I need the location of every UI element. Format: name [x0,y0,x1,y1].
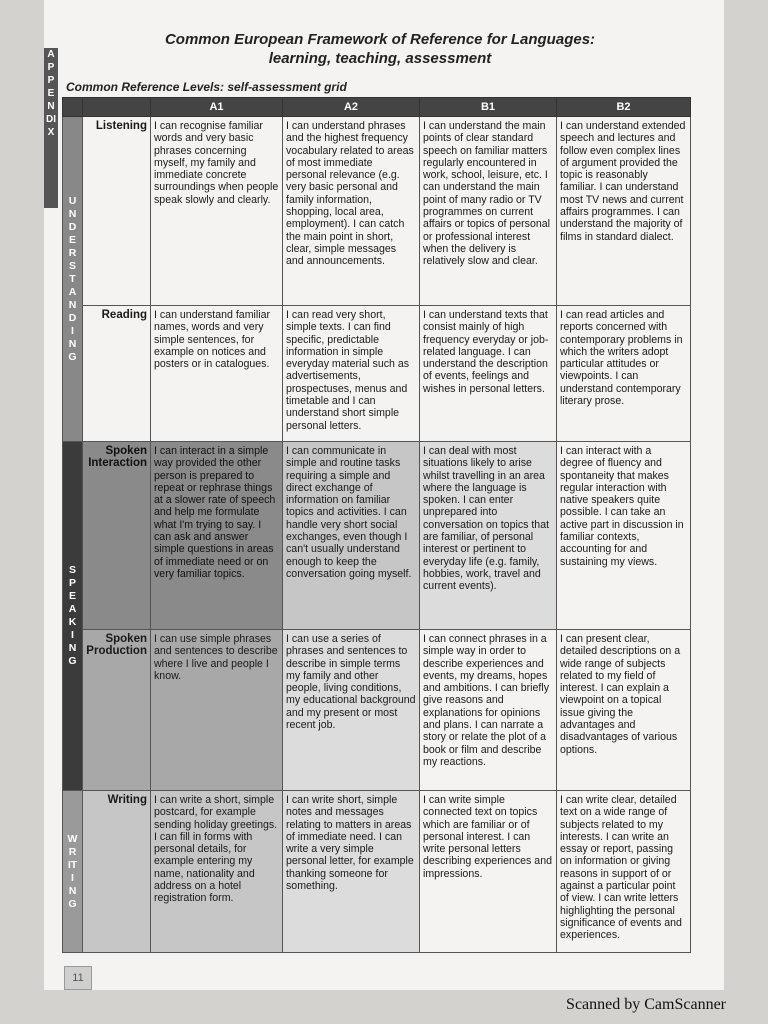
grid-cell: I can understand the main points of clear standard speech on familiar matters regularly encountered in work, school, leisure, etc. I can understand the main point of many radio or TV programmes on current affairs or topics of personal or professional interest when the delivery is relatively slow and clear. [420,117,557,306]
grid-cell: I can recognise familiar words and very basic phrases concerning myself, my family and immediate concrete surroundings when people speak slowly and clearly. [151,117,283,306]
scanner-watermark: Scanned by CamScanner [566,996,726,1013]
skill-label: Listening [83,117,151,306]
grid-cell: I can understand extended speech and lectures and follow even complex lines of argument provided the topic is reasonably familiar. I can understand most TV news and current affairs programmes. I can understand the majority of films in standard dialect. [557,117,691,306]
grid-cell: I can understand texts that consist mainly of high frequency everyday or job-related language. I can understand the description of events, feelings and wishes in personal letters. [420,306,557,442]
grid-cell: I can connect phrases in a simple way in order to describe experiences and events, my dreams, hopes and ambitions. I can briefly give reasons and explanations for opinions and plans. I can narrate a story or relate the plot of a book or film and describe my reactions. [420,630,557,791]
grid-cell: I can write short, simple notes and messages relating to matters in areas of immediate need. I can write a very simple personal letter, for example thanking someone for something. [283,791,420,953]
grid-cell: I can use simple phrases and sentences to describe where I live and people I know. [151,630,283,791]
grid-cell: I can present clear, detailed descriptions on a wide range of subjects related to my field of interest. I can explain a viewpoint on a topical issue giving the advantages and disadvantages of various options. [557,630,691,791]
grid-cell: I can write a short, simple postcard, for example sending holiday greetings. I can fill in forms with personal details, for example entering my name, nationality and address on a hotel registration form. [151,791,283,953]
table-row [63,442,691,630]
header-blank-cell [63,98,83,117]
skill-label: Reading [83,306,151,442]
section-label-writing: WRITING [63,791,83,953]
skill-label: Spoken Production [83,630,151,791]
grid-cell: I can write clear, detailed text on a wide range of subjects related to my interests. I can write an essay or report, passing on information or giving reasons in support of or against a particular point of view. I can write letters highlighting the personal significance of events and experiences. [557,791,691,953]
section-label-speaking: SPEAKING [63,442,83,791]
page-title [130,30,630,68]
table-row [63,117,691,306]
level-header-row [63,98,691,117]
grid-cell: I can read very short, simple texts. I can find specific, predictable information in simple everyday material such as advertisements, prospectuses, menus and timetable and I can understand short simple personal letters. [283,306,420,442]
grid-cell: I can interact with a degree of fluency and spontaneity that makes regular interaction with native speakers quite possible. I can take an active part in discussion in familiar contexts, accounting for and sustaining my views. [557,442,691,630]
table-row [63,791,691,953]
grid-cell: I can interact in a simple way provided the other person is prepared to repeat or rephrase things at a slower rate of speech and help me formulate what I'm trying to say. I can ask and answer simple questions in areas of immediate need or on very familiar topics. [151,442,283,630]
table-row [63,306,691,442]
section-label-understanding: UNDERSTANDING [63,117,83,442]
grid-cell: I can use a series of phrases and sentences to describe in simple terms my family and other people, living conditions, my educational background and my present or most recent job. [283,630,420,791]
grid-cell: I can read articles and reports concerned with contemporary problems in which the writers adopt particular attitudes or viewpoints. I can understand contemporary literary prose. [557,306,691,442]
level-header: B1 [420,98,557,117]
grid-title: Common Reference Levels: self-assessment grid [66,80,347,94]
level-header: A1 [151,98,283,117]
grid-cell: I can deal with most situations likely to arise whilst travelling in an area where the language is spoken. I can enter unprepared into conversation on topics that are familiar, of personal interest or pertinent to everyday life (e.g. family, hobbies, work, travel and current events). [420,442,557,630]
page-number: 11 [64,966,92,990]
title-line-2: learning, teaching, assessment [268,50,492,67]
appendix-side-tab [44,48,58,208]
self-assessment-grid [62,97,691,953]
level-header: B2 [557,98,691,117]
grid-cell: I can understand familiar names, words and very simple sentences, for example on notices and posters or in catalogues. [151,306,283,442]
grid-cell: I can write simple connected text on topics which are familiar or of personal interest. I can write personal letters describing experiences and impressions. [420,791,557,953]
level-header: A2 [283,98,420,117]
appendix-tab-label: APPENDIX [46,49,56,138]
header-blank-cell [83,98,151,117]
skill-label: Writing [83,791,151,953]
title-line-1: Common European Framework of Reference for Languages: [164,31,596,48]
grid-cell: I can understand phrases and the highest frequency vocabulary related to areas of most immediate personal relevance (e.g. very basic personal and family information, shopping, local area, employment). I can catch the main point in short, clear, simple messages and announcements. [283,117,420,306]
skill-label: Spoken Interaction [83,442,151,630]
grid-cell: I can communicate in simple and routine tasks requiring a simple and direct exchange of information on familiar topics and activities. I can handle very short social exchanges, even though I can't usually understand enough to keep the conversation going myself. [283,442,420,630]
table-row [63,630,691,791]
